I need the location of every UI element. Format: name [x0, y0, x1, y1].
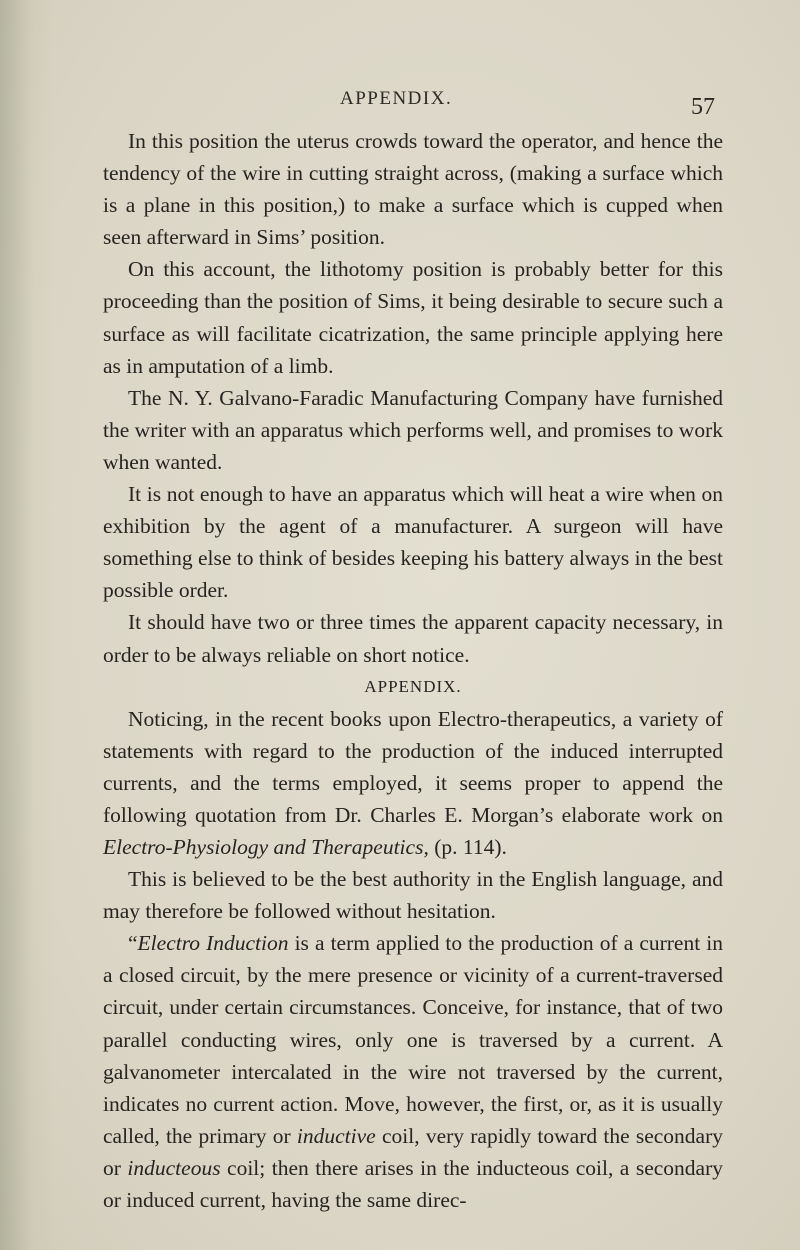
paragraph: On this account, the lithotomy position is probably better for this proceeding than the position of Sims, it being desirable to secure such a surface as will facilitate cicatrization, the same principle applying here as in amputation of a limb.: [103, 257, 723, 378]
paragraph: [103, 703, 723, 863]
paragraph: It is not enough to have an apparatus which will heat a wire when on exhibition by the agent of a manufacturer. A surgeon will have something else to think of besides keeping his battery always in the best possible order.: [103, 482, 723, 603]
text-run: coil, very rapidly toward the secondary or: [103, 1123, 724, 1180]
paragraph: [103, 927, 723, 1216]
text-run: (p. 114).: [428, 834, 507, 859]
quote-mark: “: [128, 931, 138, 956]
text-run: coil; then there arises in the inducteous coil, a secondary or induced current, having the same direc-: [103, 1155, 723, 1212]
section-heading: APPENDIX.: [364, 676, 462, 696]
paragraph: It should have two or three times the apparent capacity necessary, in order to be always reliable on short notice.: [103, 610, 723, 667]
italic-term: inducteous: [127, 1155, 221, 1180]
book-title: Electro-Physiology and Therapeutics,: [103, 834, 429, 859]
text-run: Noticing, in the recent books upon Electro-therapeutics, a variety of statements with regard to the production of the induced interrupted currents, and the terms employed, it seems proper to append the following quotation from Dr. Charles E. Morgan’s elaborate work on: [103, 706, 723, 827]
running-head: APPENDIX.: [340, 88, 453, 109]
page-number: 57: [691, 94, 715, 120]
page-edge-shadow: [0, 0, 55, 1250]
paragraph: This is believed to be the best authority in the English language, and may therefore be followed without hesitation.: [103, 867, 723, 924]
text-run: is a term applied to the production of a current in a closed circuit, by the mere presence or vicinity of a current-traversed circuit, under certain circumstances. Conceive, for instance, that of two parallel conducting wires, only one is traversed by a current. A galvanometer intercalated in the wire not traversed by the current, indicates no current action. Move, however, the first, or, as it is usually called, the primary or: [103, 931, 723, 1148]
italic-term: Electro Induction: [137, 931, 289, 956]
italic-term: inductive: [296, 1123, 376, 1148]
paragraph: In this position the uterus crowds toward the operator, and hence the tendency of the wire in cutting straight across, (making a surface which is a plane in this position,) to make a surface which is cupped when seen afterward in Sims’ position.: [103, 129, 723, 250]
paragraph: The N. Y. Galvano-Faradic Manufacturing Company have furnished the writer with an apparatus which performs well, and promises to work when wanted.: [103, 385, 723, 474]
body-text: [103, 125, 723, 1216]
